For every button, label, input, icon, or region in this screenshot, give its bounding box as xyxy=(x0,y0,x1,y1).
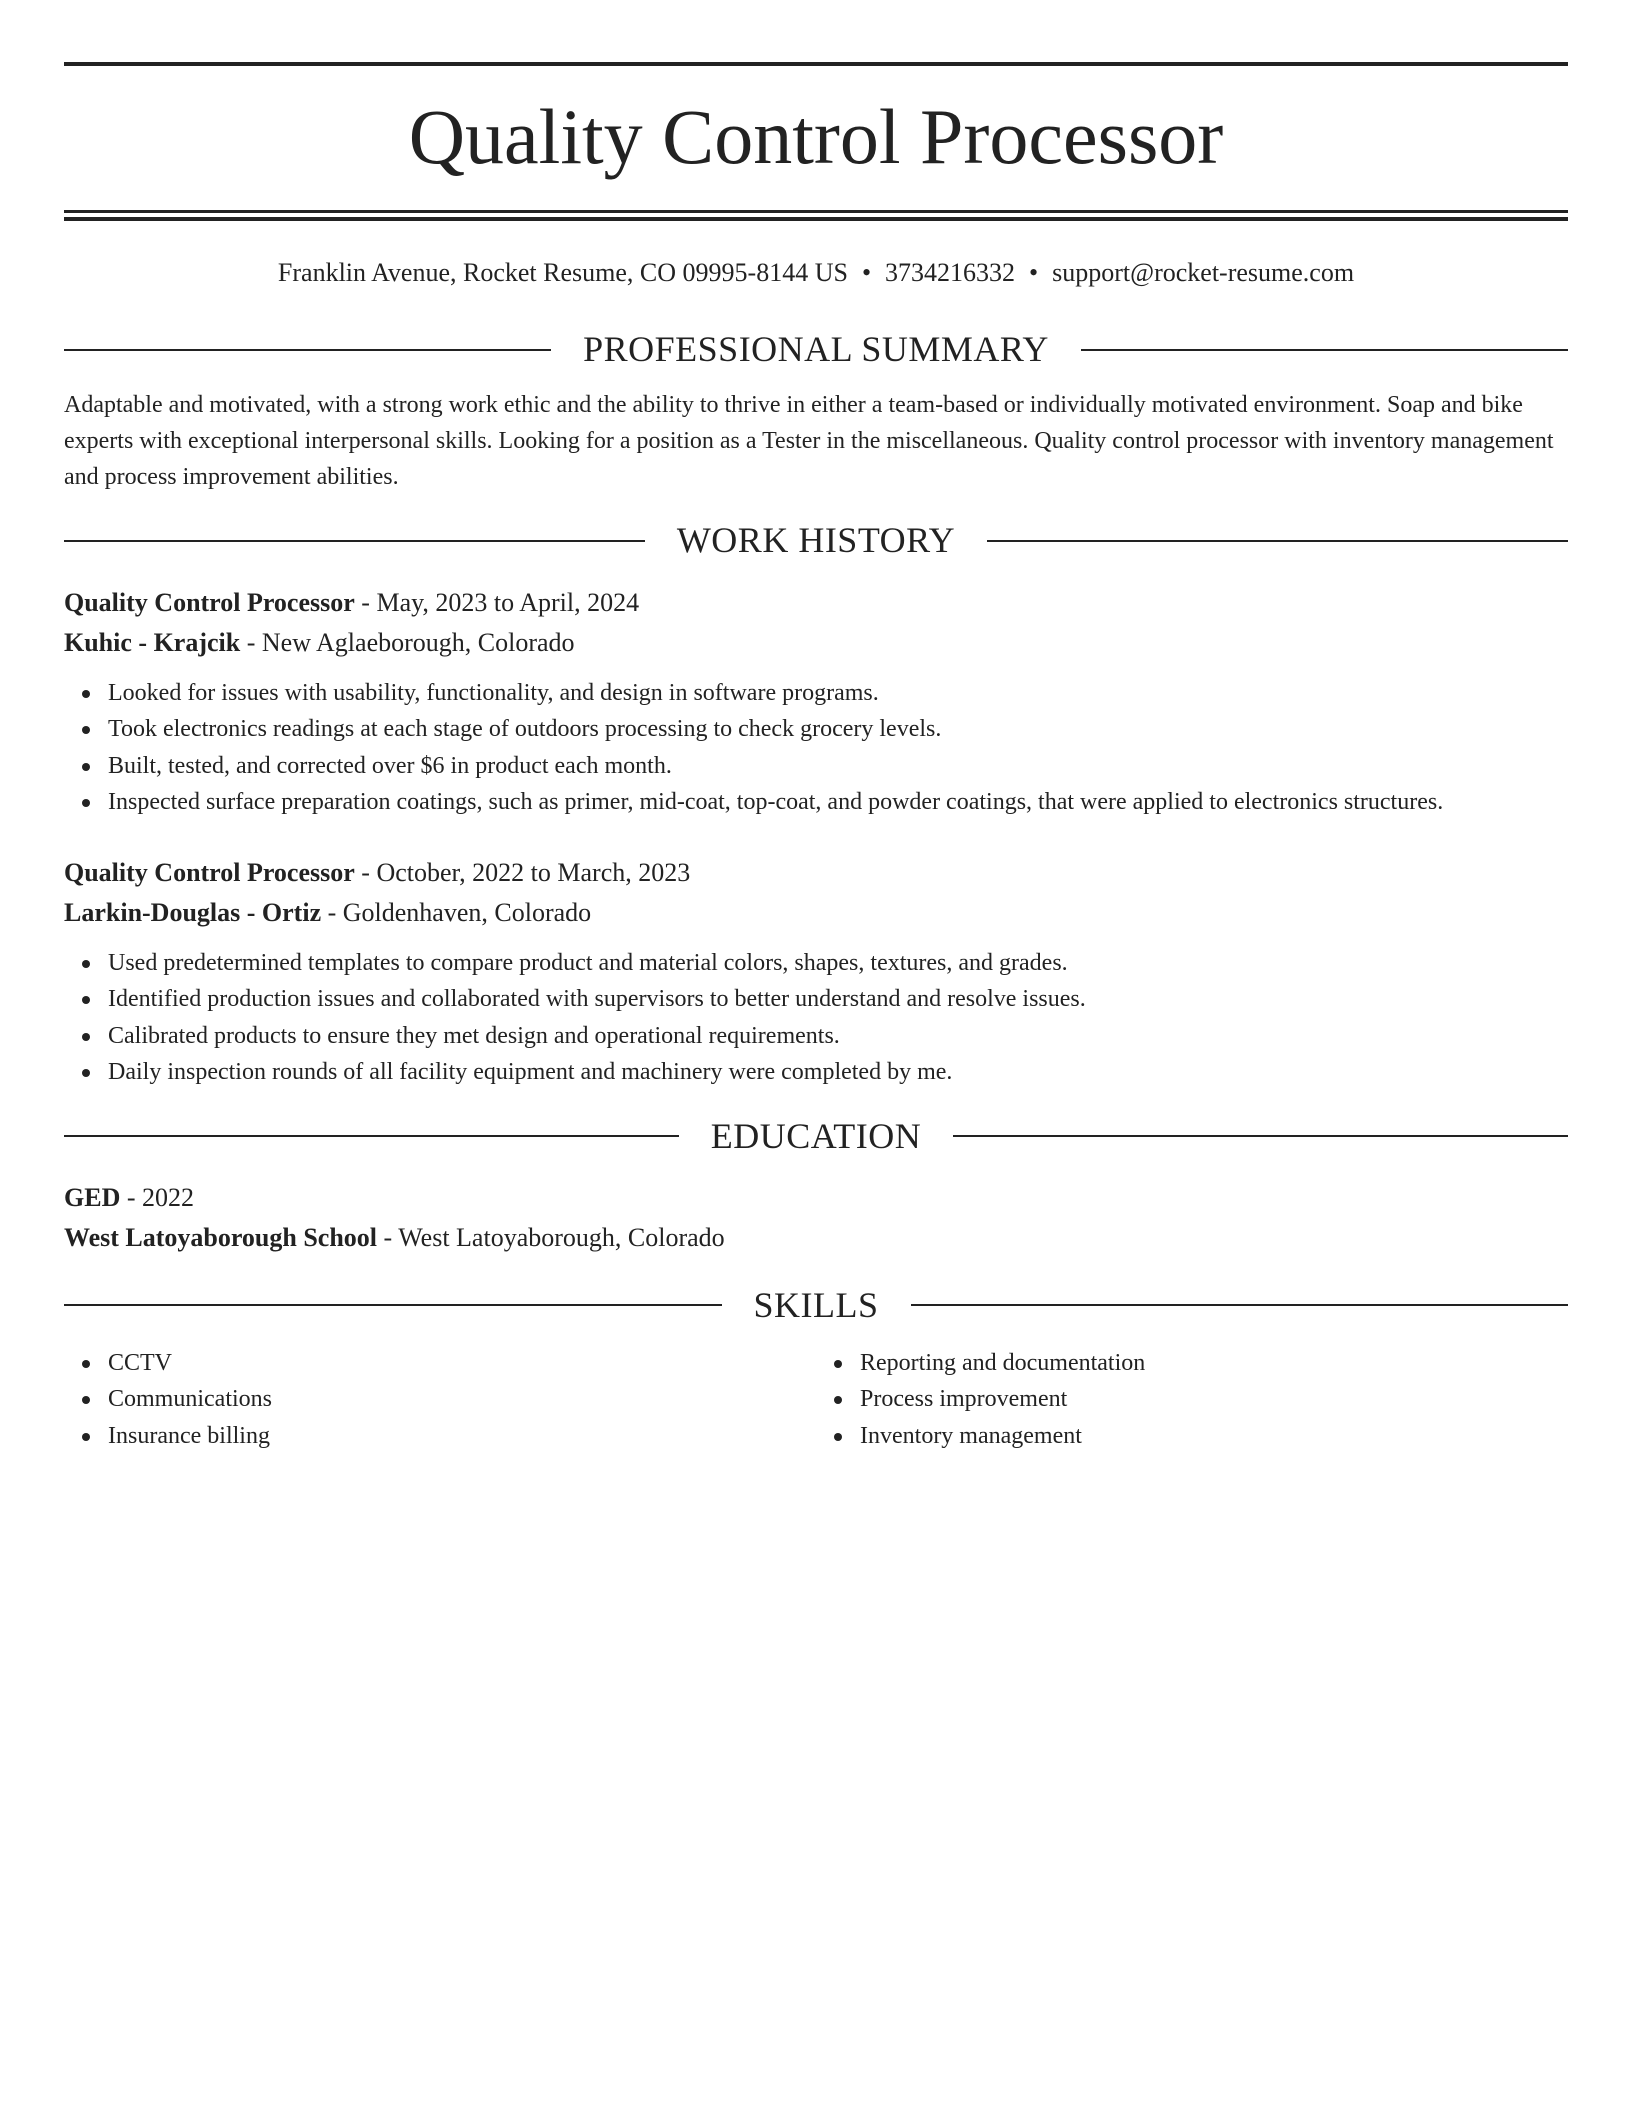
skills-grid xyxy=(64,1345,1568,1455)
job-entry xyxy=(64,583,1568,821)
contact-email: support@rocket-resume.com xyxy=(1052,258,1355,287)
job-company-line xyxy=(64,893,1568,933)
section-title: WORK HISTORY xyxy=(676,520,956,561)
contact-address: Franklin Avenue, Rocket Resume, CO 09995-8144 US xyxy=(277,258,848,287)
list-item: Looked for issues with usability, functionality, and design in software programs. xyxy=(108,675,1568,712)
list-item: Daily inspection rounds of all facility equipment and machinery were completed by me. xyxy=(108,1054,1568,1091)
section-heading-work xyxy=(64,519,1568,562)
job-entry xyxy=(64,853,1568,1091)
list-item: Calibrated products to ensure they met design and operational requirements. xyxy=(108,1018,1568,1055)
section-heading-summary xyxy=(64,328,1568,371)
section-rule-right xyxy=(911,1304,1569,1306)
job-title-line xyxy=(64,583,1568,623)
job-dates: - October, 2022 to March, 2023 xyxy=(354,857,691,887)
job-dates: - May, 2023 to April, 2024 xyxy=(354,587,640,617)
section-rule-left xyxy=(64,1304,722,1306)
section-rule-right xyxy=(987,540,1568,542)
list-item: Used predetermined templates to compare product and material colors, shapes, textures, and grades. xyxy=(108,945,1568,982)
contact-phone: 3734216332 xyxy=(885,258,1016,287)
job-location: - Goldenhaven, Colorado xyxy=(321,897,592,927)
skills-list-left xyxy=(64,1345,816,1455)
job-company: Larkin-Douglas - Ortiz xyxy=(64,897,322,927)
education-school-line xyxy=(64,1218,1568,1258)
section-rule-left xyxy=(64,540,645,542)
summary-text: Adaptable and motivated, with a strong work ethic and the ability to thrive in either a team-based or individually motivated environment. Soap and bike experts with exceptional interpersonal skills. Looking for a position as a Tester in the miscellaneous. Quality control processor with inventory management and process improvement abilities. xyxy=(64,392,1554,491)
section-rule-left xyxy=(64,1135,679,1137)
education-degree: GED xyxy=(64,1182,121,1212)
job-bullet-list xyxy=(64,945,1568,1091)
job-title: Quality Control Processor xyxy=(64,857,355,887)
section-title: PROFESSIONAL SUMMARY xyxy=(583,329,1049,370)
section-heading-skills xyxy=(64,1284,1568,1327)
education-entry xyxy=(64,1178,1568,1258)
job-bullet-list xyxy=(64,675,1568,821)
list-item: Inspected surface preparation coatings, such as primer, mid-coat, top-coat, and powder coatings, that were applied to electronics structures. xyxy=(108,784,1568,821)
job-company: Kuhic - Krajcik xyxy=(64,627,241,657)
list-item: CCTV xyxy=(108,1345,816,1382)
job-title: Quality Control Processor xyxy=(64,587,355,617)
section-rule-right xyxy=(953,1135,1568,1137)
contact-line xyxy=(64,257,1568,288)
job-location: - New Aglaeborough, Colorado xyxy=(240,627,575,657)
education-degree-line xyxy=(64,1178,1568,1218)
job-company-line xyxy=(64,623,1568,663)
list-item: Insurance billing xyxy=(108,1418,816,1455)
section-rule-right xyxy=(1081,349,1568,351)
contact-separator: • xyxy=(1029,258,1039,287)
skills-list-right xyxy=(816,1345,1568,1455)
education-school: West Latoyaborough School xyxy=(64,1222,378,1252)
list-item: Communications xyxy=(108,1381,816,1418)
education-location: - West Latoyaborough, Colorado xyxy=(377,1222,725,1252)
list-item: Built, tested, and corrected over $6 in product each month. xyxy=(108,748,1568,785)
header-double-rule xyxy=(64,210,1568,221)
section-rule-left xyxy=(64,349,551,351)
list-item: Identified production issues and collaborated with supervisors to better understand and resolve issues. xyxy=(108,981,1568,1018)
section-heading-education xyxy=(64,1115,1568,1158)
section-title: SKILLS xyxy=(753,1284,879,1325)
contact-separator: • xyxy=(861,258,872,287)
resume-title: Quality Control Processor xyxy=(408,93,1224,180)
list-item: Reporting and documentation xyxy=(860,1345,1568,1382)
list-item: Process improvement xyxy=(860,1381,1568,1418)
education-year: - 2022 xyxy=(120,1182,195,1212)
list-item: Took electronics readings at each stage of outdoors processing to check grocery levels. xyxy=(108,711,1568,748)
section-title: EDUCATION xyxy=(710,1115,922,1156)
list-item: Inventory management xyxy=(860,1418,1568,1455)
job-title-line xyxy=(64,853,1568,893)
